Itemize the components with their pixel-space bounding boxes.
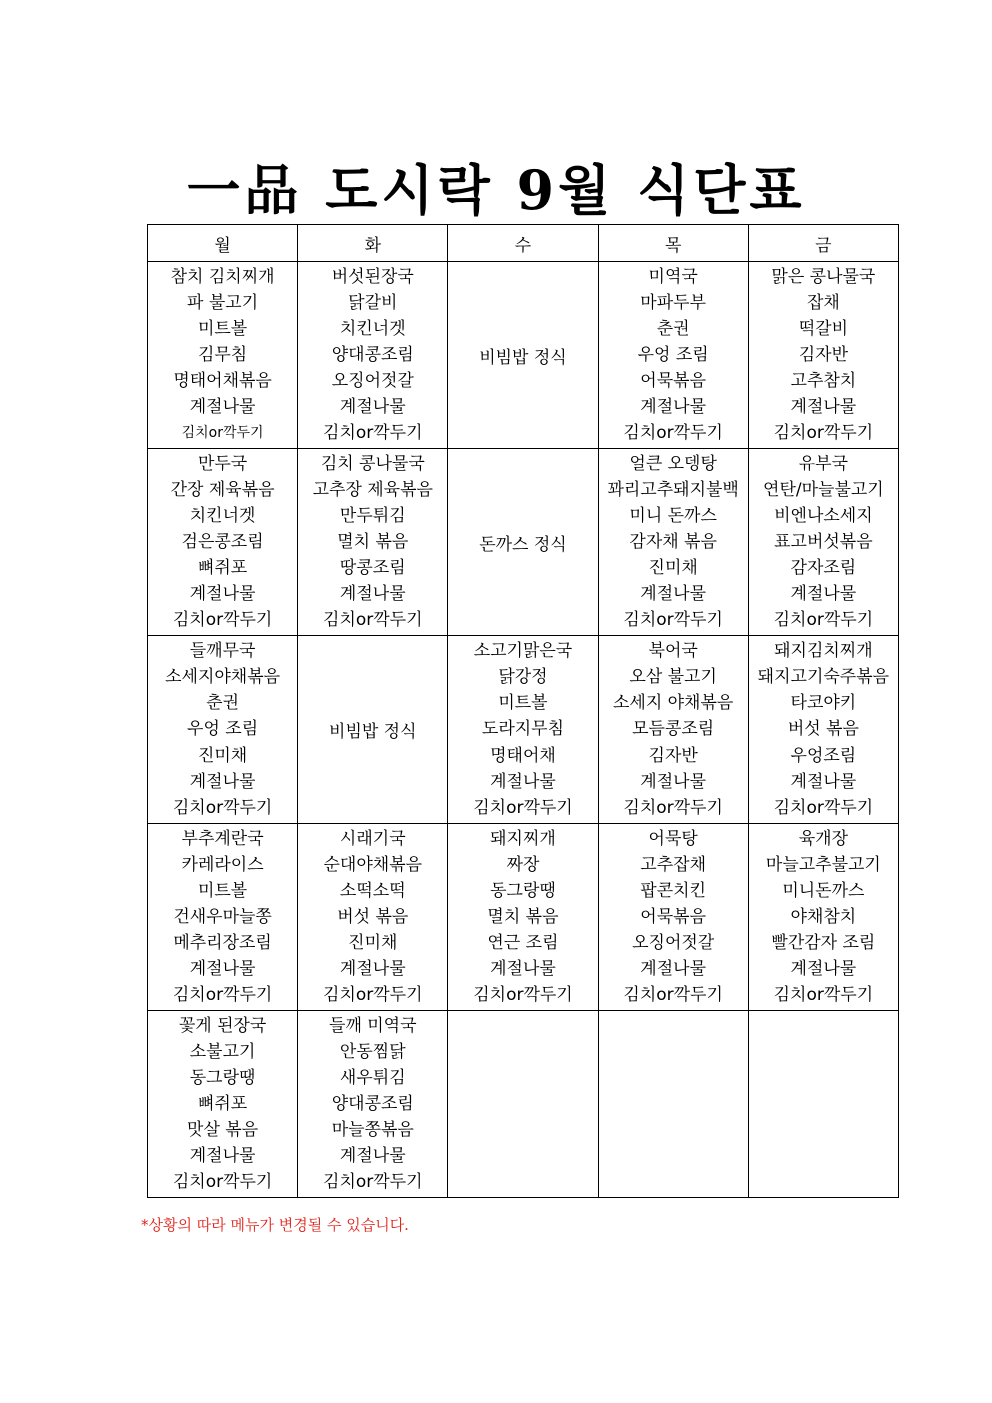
menu-item: 김치or깍두기: [172, 797, 273, 818]
menu-item: 소불고기: [189, 1042, 256, 1062]
menu-item: 고추장 제육볶음: [312, 480, 433, 500]
menu-item: 참치 김치찌개: [170, 267, 275, 287]
menu-item: 멸치 볶음: [337, 532, 409, 552]
menu-item: 미니돈까스: [782, 881, 865, 901]
menu-item: 계절나물: [339, 959, 406, 979]
menu-item: 우엉조림: [790, 745, 857, 766]
menu-item: 들깨무국: [189, 641, 256, 662]
menu-item: 계절나물: [339, 1146, 406, 1166]
menu-item: 마늘고추불고기: [765, 855, 881, 875]
menu-item: 고추잡채: [640, 855, 706, 875]
menu-item: 안동찜닭: [339, 1042, 406, 1062]
menu-item: 만두국: [197, 454, 248, 474]
menu-item: 김치or깍두기: [473, 797, 573, 818]
menu-item: 팝콘치킨: [640, 881, 706, 901]
menu-cell: [598, 1011, 748, 1198]
menu-item: 파 불고기: [187, 293, 259, 313]
menu-item: 버섯된장국: [331, 267, 414, 287]
menu-item: 미트볼: [197, 319, 248, 339]
menu-item: 새우튀김: [339, 1068, 406, 1088]
menu-cell: [598, 824, 748, 1011]
menu-item: 어묵볶음: [640, 907, 706, 927]
menu-item: 김치or깍두기: [172, 610, 273, 630]
week-row: [148, 262, 899, 449]
menu-item: 부추계란국: [181, 829, 264, 849]
menu-item: 돼지찌개: [490, 829, 556, 849]
menu-item: 계절나물: [490, 771, 556, 792]
menu-item: 진미채: [648, 558, 698, 578]
menu-cell: [748, 449, 898, 636]
menu-cell: [598, 449, 748, 636]
menu-cell: [748, 262, 898, 449]
menu-item: 순대야채볶음: [323, 855, 423, 875]
menu-item: 마파두부: [640, 293, 706, 313]
menu-item: 양대콩조림: [331, 1094, 414, 1114]
menu-item: 계절나물: [189, 771, 256, 792]
menu-item: 김치or깍두기: [623, 423, 723, 443]
menu-item: 들깨 미역국: [329, 1016, 417, 1036]
menu-item: 버섯 볶음: [337, 907, 409, 927]
menu-item: 김무침: [197, 345, 248, 365]
menu-cell: [148, 1011, 298, 1198]
day-header: 목: [598, 225, 748, 262]
menu-cell: [448, 636, 598, 824]
menu-cell: [448, 824, 598, 1011]
menu-item: 진미채: [197, 745, 248, 766]
menu-item: 닭갈비: [348, 293, 398, 313]
menu-item: 만두튀김: [339, 506, 406, 526]
menu-cell: [148, 262, 298, 449]
day-header: 금: [748, 225, 898, 262]
menu-item: 미트볼: [197, 881, 248, 901]
menu-item: 미니 돈까스: [629, 506, 717, 526]
menu-item: 계절나물: [189, 397, 256, 417]
menu-cell: [298, 262, 448, 449]
menu-item: 계절나물: [189, 959, 256, 979]
menu-item: 양대콩조림: [331, 345, 414, 365]
menu-item: 어묵볶음: [640, 371, 706, 391]
menu-item: 소고기맑은국: [473, 641, 573, 662]
menu-item: 동그랑땡: [490, 881, 556, 901]
menu-item: 시래기국: [339, 829, 406, 849]
menu-item: 계절나물: [640, 771, 706, 792]
menu-item: 어묵탕: [648, 829, 698, 849]
menu-item: 김치or깍두기: [323, 1172, 423, 1192]
menu-item: 감자채 볶음: [629, 532, 717, 552]
menu-item: 오삼 불고기: [629, 667, 717, 688]
menu-item: 짜장: [506, 855, 540, 875]
menu-item: 오징어젓갈: [331, 371, 414, 391]
menu-item: 카레라이스: [181, 855, 264, 875]
menu-item: 꽈리고추돼지불백: [607, 480, 739, 500]
menu-cell: [598, 262, 748, 449]
menu-item: 소세지야채볶음: [165, 667, 281, 688]
menu-item: 김치or깍두기: [773, 423, 874, 443]
menu-table: [147, 224, 899, 1198]
menu-item: 춘권: [656, 319, 690, 339]
menu-item: 뼈쥐포: [197, 558, 248, 578]
set-meal: 돈까스 정식: [479, 534, 567, 555]
menu-item: 유부국: [798, 454, 849, 474]
menu-item: 육개장: [798, 829, 849, 849]
menu-item: 계절나물: [640, 959, 706, 979]
menu-item: 김치or깍두기: [172, 1172, 273, 1192]
menu-item: 연근 조림: [487, 933, 559, 953]
menu-item: 야채참치: [790, 907, 857, 927]
menu-item: 진미채: [348, 933, 398, 953]
menu-cell: [298, 636, 448, 824]
menu-item: 떡갈비: [798, 319, 849, 339]
menu-item: 치킨너겟: [189, 506, 256, 526]
menu-item: 소떡소떡: [339, 881, 406, 901]
menu-item: 돼지고기숙주볶음: [757, 667, 890, 688]
menu-item: 김치or깍두기: [181, 425, 264, 441]
menu-cell: [298, 824, 448, 1011]
menu-item: 북어국: [648, 641, 698, 662]
menu-cell: [748, 636, 898, 824]
menu-item: 김치or깍두기: [473, 985, 573, 1005]
menu-item: 소세지 야채볶음: [612, 693, 734, 714]
day-header: 월: [148, 225, 298, 262]
menu-item: 김치or깍두기: [323, 423, 423, 443]
menu-item: 김자반: [798, 345, 849, 365]
menu-item: 닭강정: [498, 667, 548, 688]
menu-cell: [148, 449, 298, 636]
menu-item: 김자반: [648, 745, 698, 766]
menu-cell: [748, 824, 898, 1011]
menu-item: 뼈쥐포: [197, 1094, 248, 1114]
menu-item: 미트볼: [498, 693, 548, 714]
menu-item: 계절나물: [640, 584, 706, 604]
menu-item: 우엉 조림: [187, 719, 259, 740]
menu-item: 김치or깍두기: [623, 797, 723, 818]
week-row: [148, 636, 899, 824]
menu-item: 연탄/마늘불고기: [763, 480, 884, 500]
menu-item: 빨간감자 조림: [771, 933, 876, 953]
menu-cell: [298, 1011, 448, 1198]
menu-item: 오징어젓갈: [632, 933, 715, 953]
menu-item: 얼큰 오뎅탕: [629, 454, 717, 474]
week-row: [148, 449, 899, 636]
menu-item: 김치 콩나물국: [320, 454, 425, 474]
change-notice: *상황의 따라 메뉴가 변경될 수 있습니다.: [141, 1216, 409, 1234]
menu-cell: [448, 1011, 598, 1198]
menu-cell: [298, 449, 448, 636]
menu-item: 계절나물: [189, 584, 256, 604]
menu-item: 동그랑땡: [189, 1068, 256, 1088]
menu-item: 김치or깍두기: [623, 985, 723, 1005]
menu-item: 멸치 볶음: [487, 907, 559, 927]
day-header: 화: [298, 225, 448, 262]
menu-cell: [598, 636, 748, 824]
menu-item: 마늘쫑볶음: [331, 1120, 414, 1140]
menu-item: 김치or깍두기: [773, 797, 874, 818]
menu-item: 명태어채: [490, 745, 556, 766]
header-row: [148, 225, 899, 262]
week-row: [148, 824, 899, 1011]
menu-item: 도라지무침: [481, 719, 565, 740]
menu-item: 잡채: [806, 293, 840, 313]
menu-item: 메추리장조림: [173, 933, 272, 953]
menu-item: 명태어채볶음: [173, 371, 272, 391]
menu-item: 타코야키: [790, 693, 857, 714]
menu-item: 간장 제육볶음: [170, 480, 275, 500]
set-meal: 비빔밥 정식: [329, 722, 417, 742]
menu-cell: [748, 1011, 898, 1198]
menu-item: 고추참치: [790, 371, 857, 391]
menu-item: 검은콩조림: [181, 532, 264, 552]
menu-item: 모듬콩조림: [632, 719, 715, 740]
menu-item: 김치or깍두기: [773, 610, 874, 630]
page-title: 一品 도시락 9월 식단표: [186, 158, 806, 222]
menu-item: 계절나물: [189, 1146, 256, 1166]
menu-item: 버섯 볶음: [787, 719, 859, 740]
menu-item: 계절나물: [790, 584, 857, 604]
menu-item: 맑은 콩나물국: [771, 267, 876, 287]
menu-item: 김치or깍두기: [623, 610, 723, 630]
menu-item: 김치or깍두기: [323, 985, 423, 1005]
menu-item: 계절나물: [790, 771, 857, 792]
menu-item: 맛살 볶음: [187, 1120, 259, 1140]
menu-item: 계절나물: [790, 397, 857, 417]
menu-item: 계절나물: [490, 959, 556, 979]
menu-item: 건새우마늘쫑: [173, 907, 272, 927]
menu-item: 비엔나소세지: [774, 506, 873, 526]
menu-item: 감자조림: [790, 558, 857, 578]
menu-item: 꽃게 된장국: [178, 1016, 267, 1036]
menu-item: 돼지김치찌개: [774, 641, 873, 662]
menu-item: 계절나물: [339, 397, 406, 417]
menu-item: 치킨너겟: [339, 319, 406, 339]
menu-item: 계절나물: [339, 584, 406, 604]
menu-item: 김치or깍두기: [172, 985, 273, 1005]
menu-item: 땅콩조림: [339, 558, 406, 578]
menu-item: 표고버섯볶음: [774, 532, 873, 552]
menu-item: 계절나물: [790, 959, 857, 979]
menu-cell: [448, 449, 598, 636]
set-meal: 비빔밥 정식: [479, 347, 567, 368]
menu-item: 김치or깍두기: [773, 985, 874, 1005]
menu-item: 미역국: [648, 267, 698, 287]
menu-cell: [448, 262, 598, 449]
day-header: 수: [448, 225, 598, 262]
menu-item: 계절나물: [640, 397, 706, 417]
menu-cell: [148, 636, 298, 824]
menu-item: 김치or깍두기: [323, 610, 423, 630]
menu-item: 춘권: [206, 693, 240, 714]
menu-cell: [148, 824, 298, 1011]
week-row: [148, 1011, 899, 1198]
menu-item: 우엉 조림: [637, 345, 709, 365]
